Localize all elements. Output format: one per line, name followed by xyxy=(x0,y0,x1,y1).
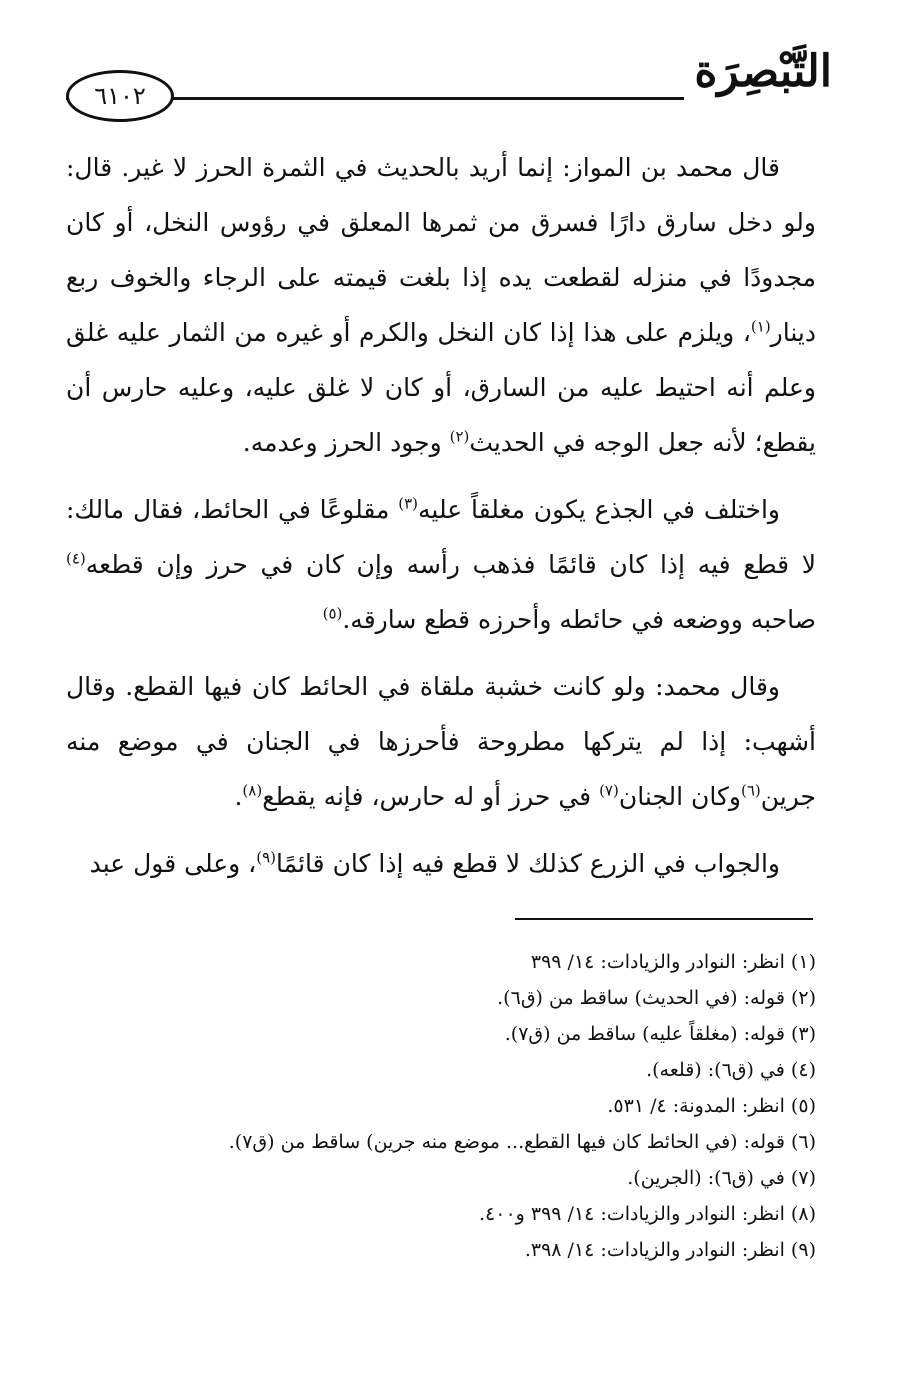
paragraph-text: في حرز أو له حارس، فإنه يقطع xyxy=(262,782,600,811)
footnote-reference: (٦) xyxy=(740,781,761,800)
main-text xyxy=(66,140,816,903)
paragraph-text: قال محمد بن المواز: إنما أريد بالحديث في الثمرة الحرز لا غير. قال: ولو دخل سارق دارًا فسرق من ثمرها المعلق في رؤوس النخل، أو كان مجدودًا في منزله لقطعت يده إذا بلغت قيمته على الرجاء والخوف ربع دينار xyxy=(66,153,816,347)
footnote-reference: (٨) xyxy=(242,781,263,800)
page-number: ٦١٠٢ xyxy=(94,82,146,110)
footnote-reference: (٣) xyxy=(398,494,419,513)
footnote: (٨) انظر: النوادر والزيادات: ١٤/ ٣٩٩ و٤٠٠. xyxy=(478,1203,816,1225)
footnote-reference: (٩) xyxy=(256,848,277,867)
footnote: (٦) قوله: (في الحائط كان فيها القطع... موضع منه جرين) ساقط من (ق٧). xyxy=(228,1131,816,1153)
paragraph-text: . xyxy=(234,782,243,811)
body-paragraph xyxy=(66,659,816,824)
body-paragraph xyxy=(66,140,816,470)
footnote: (٩) انظر: النوادر والزيادات: ١٤/ ٣٩٨. xyxy=(524,1239,816,1261)
footnote-reference: (٥) xyxy=(322,604,343,623)
paragraph-text: ، ويلزم على هذا إذا كان النخل والكرم أو غيره من الثمار عليه غلق وعلم أنه احتيط عليه من السارق، أو كان لا غلق عليه، وعليه حارس أن يقطع؛ لأنه جعل الوجه في الحديث xyxy=(66,318,816,457)
paragraph-text: وقال محمد: ولو كانت خشبة ملقاة في الحائط كان فيها القطع. وقال أشهب: إذا لم يتركها مطروحة فأحرزها في الجنان في موضع منه جرين xyxy=(66,672,816,811)
paragraph-text: مقلوعًا في الحائط، فقال مالك: لا قطع فيه إذا كان قائمًا فذهب رأسه وإن كان في حرز وإن قطعه xyxy=(66,495,816,579)
paragraph-text: وكان الجنان xyxy=(618,782,741,811)
footnote-reference: (٢) xyxy=(449,427,470,446)
footnote: (٧) في (ق٦): (الجرين). xyxy=(627,1167,816,1189)
footnote-reference: (٤) xyxy=(66,549,86,568)
footnote-reference: (١) xyxy=(750,317,771,336)
paragraph-text: وجود الحرز وعدمه. xyxy=(242,428,450,457)
footnotes xyxy=(66,944,816,1268)
footnote: (١) انظر: النوادر والزيادات: ١٤/ ٣٩٩ xyxy=(530,951,816,973)
footnote-separator xyxy=(515,918,813,920)
body-paragraph xyxy=(66,836,816,891)
paragraph-text: صاحبه ووضعه في حائطه وأحرزه قطع سارقه. xyxy=(342,605,816,634)
footnote: (٥) انظر: المدونة: ٤/ ٥٣١. xyxy=(607,1095,816,1117)
footnote: (٤) في (ق٦): (قلعه). xyxy=(646,1059,816,1081)
footnote: (٢) قوله: (في الحديث) ساقط من (ق٦). xyxy=(497,987,816,1009)
book-title: التَّبْصِرَة xyxy=(684,44,832,100)
page-number-badge xyxy=(66,70,174,122)
body-paragraph xyxy=(66,482,816,647)
footnote-reference: (٧) xyxy=(599,781,619,800)
paragraph-text: والجواب في الزرع كذلك لا قطع فيه إذا كان قائمًا xyxy=(276,849,780,878)
paragraph-text: ، وعلى قول عبد xyxy=(89,849,257,878)
paragraph-text: واختلف في الجذع يكون مغلقاً عليه xyxy=(418,495,780,524)
footnote: (٣) قوله: (مغلقاً عليه) ساقط من (ق٧). xyxy=(504,1023,816,1045)
page-header xyxy=(66,44,832,114)
